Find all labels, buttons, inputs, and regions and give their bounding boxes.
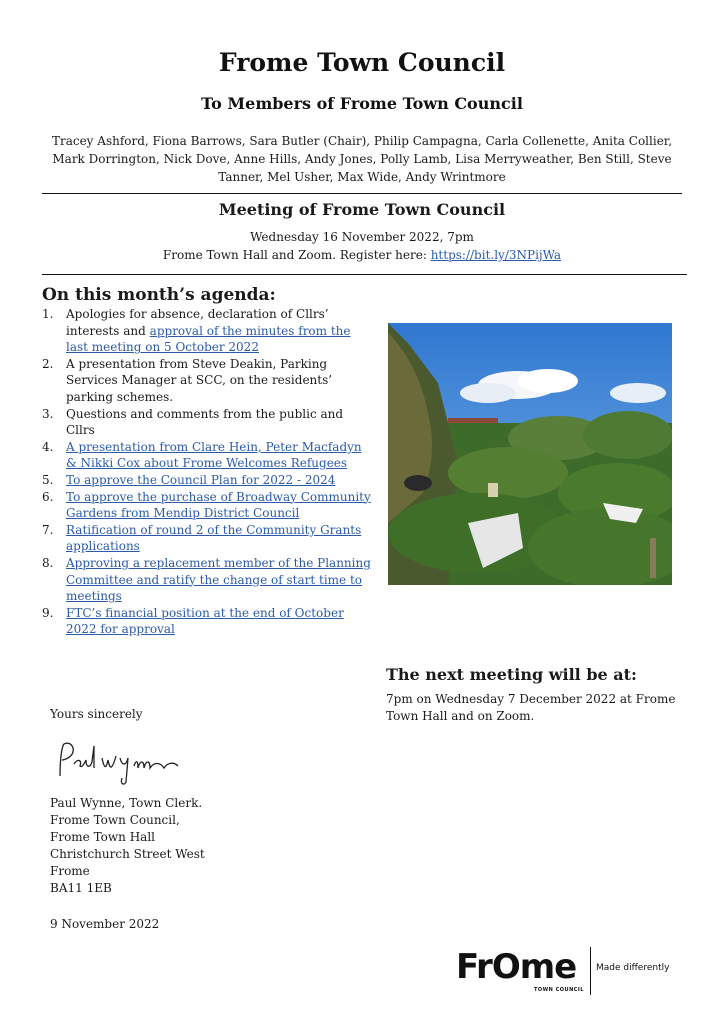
agenda-item-text: Apologies for absence, declaration of Cllrs’ interests and [66, 307, 329, 338]
agenda-item [42, 406, 372, 439]
agenda-item [42, 605, 372, 638]
salutation: Yours sincerely [50, 707, 143, 721]
agenda-item-link[interactable]: Approving a replacement member of the Planning Committee and ratify the change of start time to meetings [66, 555, 371, 604]
agenda-item-link[interactable]: FTC’s financial position at the end of October 2022 for approval [66, 605, 344, 637]
address-line: Frome Town Council, [50, 813, 180, 827]
agenda-item-number: 4. [42, 439, 54, 454]
agenda-item-number: 9. [42, 605, 54, 620]
address-line: Paul Wynne, Town Clerk. [50, 796, 203, 810]
frome-logo [456, 945, 686, 997]
agenda-item [42, 439, 372, 472]
sender-address [50, 795, 205, 897]
agenda-item-number: 3. [42, 406, 54, 421]
agenda-heading: On this month’s agenda: [42, 285, 276, 305]
agenda-item-link[interactable]: To approve the purchase of Broadway Community Gardens from Mendip District Council [66, 489, 371, 521]
meeting-heading: Meeting of Frome Town Council [218, 200, 506, 219]
agenda-item-number: 2. [42, 356, 54, 371]
divider [42, 193, 682, 194]
agenda-item-number: 8. [42, 555, 54, 570]
address-line: BA11 1EB [50, 881, 112, 895]
address-line: Christchurch Street West [50, 847, 205, 861]
logo-divider [590, 947, 591, 995]
signature [50, 738, 220, 790]
agenda-item-link[interactable]: approval of the minutes from the last meeting on 5 October 2022 [66, 323, 351, 355]
agenda-item-number: 1. [42, 307, 54, 321]
agenda-item [42, 489, 372, 522]
logo-subtitle: TOWN COUNCIL [534, 987, 584, 993]
meeting-date: Wednesday 16 November 2022, 7pm [250, 230, 474, 244]
letter-date: 9 November 2022 [50, 917, 160, 931]
agenda-item-link[interactable]: A presentation from Clare Hein, Peter Macfadyn & Nikki Cox about Frome Welcomes Refugees [66, 439, 362, 471]
agenda-item [42, 356, 372, 406]
register-link[interactable]: https://bit.ly/3NPijWa [430, 248, 562, 262]
meeting-venue-text: Frome Town Hall and Zoom. Register here: [162, 248, 431, 262]
agenda-list [42, 306, 372, 638]
address-line: Frome Town Hall [50, 830, 155, 844]
agenda-item-link[interactable]: Ratification of round 2 of the Community Grants applications [66, 522, 362, 554]
agenda-item-link[interactable]: To approve the Council Plan for 2022 - 2024 [66, 472, 336, 487]
agenda-item-number: 5. [42, 472, 54, 487]
agenda-item [42, 522, 372, 555]
address-line: Frome [50, 864, 90, 878]
document-subtitle: To Members of Frome Town Council [201, 94, 523, 113]
meeting-venue [0, 248, 724, 262]
garden-photo [388, 323, 672, 585]
agenda-item-number: 7. [42, 522, 54, 537]
agenda-item-text: Questions and comments from the public and Cllrs [66, 406, 344, 438]
divider [42, 274, 687, 275]
agenda-item [42, 472, 372, 489]
next-meeting-text: 7pm on Wednesday 7 December 2022 at Frome Town Hall and on Zoom. [386, 692, 676, 723]
agenda-item-number: 6. [42, 489, 54, 504]
members-list: Tracey Ashford, Fiona Barrows, Sara Butler (Chair), Philip Campagna, Carla Collenette, Anita Collier, Mark Dorrington, Nick Dove, Anne Hills, Andy Jones, Polly Lamb, Lisa Merryweather, Ben Still, Steve Tanner, Mel Usher, Max Wide, Andy Wrintmore [51, 134, 673, 184]
document-title: Frome Town Council [218, 48, 506, 77]
logo-wordmark: FrOme [456, 947, 577, 987]
agenda-item [42, 306, 372, 356]
agenda-item-text: A presentation from Steve Deakin, Parking Services Manager at SCC, on the residents’ parking schemes. [66, 356, 333, 404]
agenda-item [42, 555, 372, 605]
logo-tagline: Made differently [596, 963, 670, 973]
next-meeting-heading: The next meeting will be at: [386, 665, 637, 684]
